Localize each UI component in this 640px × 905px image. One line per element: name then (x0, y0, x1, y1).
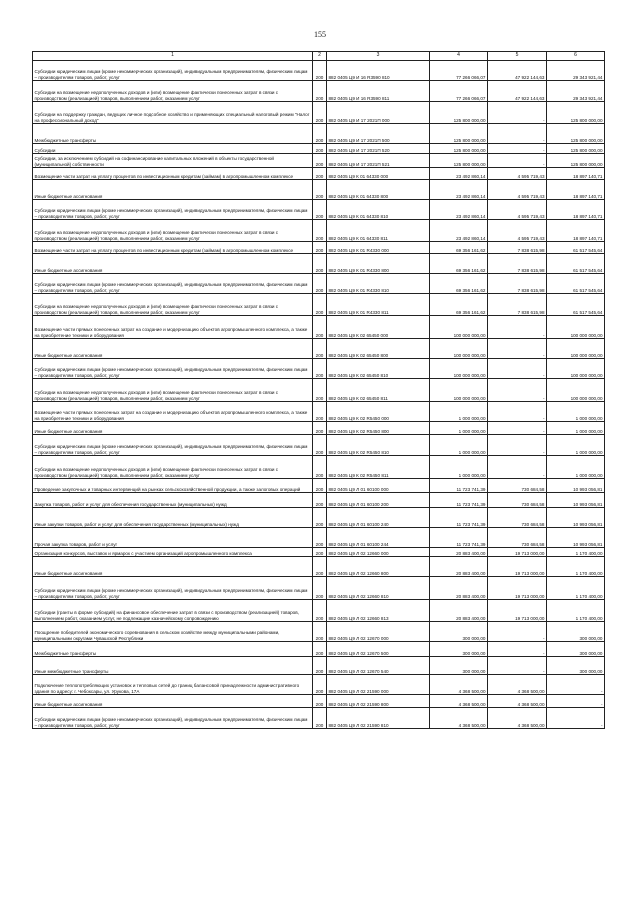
cell-executed: 4 595 719,43 (488, 168, 547, 180)
cell-line-code: 200 (313, 577, 327, 600)
cell-name: Прочая закупка товаров, работ и услуг (33, 528, 313, 548)
cell-line-code: 200 (313, 456, 327, 479)
cell-budget-code: 882 0405 Ц9 К 01 64330 000 (327, 168, 430, 180)
cell-unexecuted: 10 993 056,81 (547, 528, 605, 548)
table-row (33, 316, 605, 339)
cell-executed: 4 368 500,00 (488, 675, 547, 695)
cell-line-code: 200 (313, 657, 327, 675)
cell-budget-code: 882 0405 Ц9 И 17 2021П 521 (327, 154, 430, 168)
cell-approved: 20 883 400,00 (430, 548, 488, 557)
cell-line-code: 200 (313, 695, 327, 708)
cell-unexecuted: 125 800 000,00 (547, 154, 605, 168)
cell-executed: - (488, 144, 547, 154)
cell-approved: 300 000,00 (430, 657, 488, 675)
cell-budget-code: 882 0405 Ц9 И 17 2021П 000 (327, 102, 430, 124)
cell-budget-code: 882 0405 Ц9 Л 01 60100 240 (327, 508, 430, 528)
cell-budget-code: 882 0405 Ц9 К 01 R4330 811 (327, 294, 430, 316)
cell-name: Межбюджетные трансферты (33, 124, 313, 144)
table-row (33, 642, 605, 657)
cell-line-code: 200 (313, 422, 327, 435)
cell-name: Субсидии юридическим лицам (кроме некоммерческих организаций), индивидуальным предпринимателям, физическим лицам – производителям товаров, работ, услуг (33, 61, 313, 81)
cell-unexecuted: 125 800 000,00 (547, 102, 605, 124)
cell-name: Иные закупки товаров, работ и услуг для обеспечения государственных (муниципальных) нужд (33, 508, 313, 528)
cell-executed: 19 713 000,00 (488, 557, 547, 577)
cell-line-code: 200 (313, 274, 327, 294)
cell-executed: - (488, 154, 547, 168)
header-col-3: 3 (327, 52, 430, 61)
cell-name: Возмещение части затрат на уплату процентов по инвестиционным кредитам (займам) в агропромышленном комплексе (33, 242, 313, 254)
cell-name: Возмещение части прямых понесенных затрат на создание и модернизацию объектов агропромышленного комплекса, а также на приобретение техники и оборудования (33, 402, 313, 422)
cell-budget-code: 882 0405 Ц9 К 01 64330 810 (327, 200, 430, 220)
table-row (33, 339, 605, 359)
cell-name: Межбюджетные трансферты (33, 642, 313, 657)
cell-approved: 11 723 741,39 (430, 508, 488, 528)
table-row (33, 622, 605, 642)
cell-approved: 1 000 000,00 (430, 402, 488, 422)
cell-line-code: 200 (313, 435, 327, 456)
cell-line-code: 200 (313, 102, 327, 124)
cell-line-code: 200 (313, 180, 327, 200)
cell-budget-code: 882 0405 Ц9 Л 02 12670 000 (327, 622, 430, 642)
cell-approved: 1 000 000,00 (430, 456, 488, 479)
cell-executed: 19 713 000,00 (488, 600, 547, 622)
cell-budget-code: 882 0405 Ц9 К 02 65450 000 (327, 316, 430, 339)
cell-unexecuted: 125 800 000,00 (547, 124, 605, 144)
cell-approved: 20 883 400,00 (430, 600, 488, 622)
table-row (33, 695, 605, 708)
cell-unexecuted: 125 800 000,00 (547, 144, 605, 154)
table-row (33, 600, 605, 622)
table-row (33, 81, 605, 102)
cell-approved: 11 723 741,39 (430, 493, 488, 508)
cell-executed: 730 684,58 (488, 508, 547, 528)
cell-name: Субсидии юридическим лицам (кроме некоммерческих организаций), индивидуальным предпринимателям, физическим лицам – производителям товаров, работ, услуг (33, 435, 313, 456)
cell-budget-code: 882 0405 Ц9 К 02 65450 810 (327, 359, 430, 379)
cell-name: Иные бюджетные ассигнования (33, 339, 313, 359)
cell-unexecuted: - (547, 708, 605, 729)
cell-name: Возмещение части затрат на уплату процентов по инвестиционным кредитам (займам) в агропромышленном комплексе (33, 168, 313, 180)
cell-approved: 100 000 000,00 (430, 339, 488, 359)
cell-executed: 7 838 615,98 (488, 242, 547, 254)
cell-approved: 11 723 741,39 (430, 479, 488, 493)
cell-approved: 20 883 400,00 (430, 577, 488, 600)
header-col-5: 5 (488, 52, 547, 61)
cell-name: Иные бюджетные ассигнования (33, 254, 313, 274)
table-row (33, 435, 605, 456)
cell-line-code: 200 (313, 144, 327, 154)
cell-executed: - (488, 402, 547, 422)
cell-executed: - (488, 622, 547, 642)
table-row (33, 61, 605, 81)
cell-line-code: 200 (313, 168, 327, 180)
cell-unexecuted: 100 000 000,00 (547, 316, 605, 339)
cell-line-code: 200 (313, 508, 327, 528)
table-row (33, 359, 605, 379)
table-row (33, 154, 605, 168)
cell-budget-code: 882 0405 Ц9 Л 02 21590 810 (327, 708, 430, 729)
cell-approved: 23 492 860,14 (430, 220, 488, 242)
table-row (33, 144, 605, 154)
header-col-6: 6 (547, 52, 605, 61)
cell-approved: 69 356 161,62 (430, 242, 488, 254)
cell-executed: 730 684,58 (488, 493, 547, 508)
cell-unexecuted: 300 000,00 (547, 657, 605, 675)
cell-budget-code: 882 0405 Ц9 К 02 R5450 810 (327, 435, 430, 456)
cell-approved: 300 000,00 (430, 622, 488, 642)
cell-executed: - (488, 456, 547, 479)
table-row (33, 200, 605, 220)
cell-unexecuted: - (547, 675, 605, 695)
cell-name: Иные межбюджетные трансферты (33, 657, 313, 675)
cell-unexecuted: 100 000 000,00 (547, 339, 605, 359)
cell-name: Подключение теплопотребляющих установок и тепловых сетей до границ балансовой принадлежности административного здания по адресу: г. Чебоксары, ул. Урукова, 17А (33, 675, 313, 695)
cell-executed: - (488, 102, 547, 124)
cell-line-code: 200 (313, 675, 327, 695)
cell-unexecuted: 18 897 140,71 (547, 168, 605, 180)
table-row (33, 548, 605, 557)
cell-name: Иные бюджетные ассигнования (33, 422, 313, 435)
table-body (33, 61, 605, 729)
cell-line-code: 200 (313, 548, 327, 557)
table-row (33, 708, 605, 729)
cell-approved: 11 723 741,39 (430, 528, 488, 548)
cell-executed: 4 368 500,00 (488, 708, 547, 729)
cell-line-code: 200 (313, 254, 327, 274)
cell-budget-code: 882 0405 Ц9 И 17 2021П 520 (327, 144, 430, 154)
cell-unexecuted: 1 170 400,00 (547, 548, 605, 557)
cell-budget-code: 882 0405 Ц9 К 01 R4330 000 (327, 242, 430, 254)
cell-line-code: 200 (313, 81, 327, 102)
cell-executed: 7 838 615,98 (488, 254, 547, 274)
cell-approved: 100 000 000,00 (430, 359, 488, 379)
cell-approved: 23 492 860,14 (430, 180, 488, 200)
header-col-1: 1 (33, 52, 313, 61)
cell-line-code: 200 (313, 220, 327, 242)
cell-approved: 77 266 066,07 (430, 61, 488, 81)
cell-approved: 125 800 000,00 (430, 102, 488, 124)
table-row (33, 479, 605, 493)
table-row (33, 168, 605, 180)
cell-unexecuted: 300 000,00 (547, 642, 605, 657)
cell-name: Субсидии на поддержку граждан, ведущих личное подсобное хозяйство и применяющих специальный налоговый режим "Налог на профессиональный доход" (33, 102, 313, 124)
cell-budget-code: 882 0405 Ц9 К 01 R4330 800 (327, 254, 430, 274)
table-row (33, 402, 605, 422)
table-row (33, 102, 605, 124)
cell-executed: 730 684,58 (488, 528, 547, 548)
cell-name: Субсидии на возмещение недополученных доходов и (или) возмещение фактически понесенных затрат в связи с производством (реализацией) товаров, выполнением работ, оказанием услуг (33, 220, 313, 242)
cell-budget-code: 882 0405 Ц9 К 02 65450 811 (327, 379, 430, 402)
table-row (33, 508, 605, 528)
cell-approved: 4 368 500,00 (430, 708, 488, 729)
cell-unexecuted: 61 517 545,64 (547, 242, 605, 254)
cell-line-code: 200 (313, 642, 327, 657)
cell-line-code: 200 (313, 600, 327, 622)
table-row (33, 274, 605, 294)
cell-executed: - (488, 339, 547, 359)
cell-approved: 23 492 860,14 (430, 168, 488, 180)
cell-name: Субсидии юридическим лицам (кроме некоммерческих организаций), индивидуальным предпринимателям, физическим лицам – производителям товаров, работ, услуг (33, 577, 313, 600)
table-row (33, 528, 605, 548)
cell-executed: 730 684,58 (488, 479, 547, 493)
cell-budget-code: 882 0405 Ц9 Л 02 12660 000 (327, 548, 430, 557)
cell-budget-code: 882 0405 Ц9 К 01 R4330 810 (327, 274, 430, 294)
cell-name: Закупка товаров, работ и услуг для обеспечения государственных (муниципальных) нужд (33, 493, 313, 508)
cell-unexecuted: 10 993 056,81 (547, 493, 605, 508)
cell-approved: 77 266 066,07 (430, 81, 488, 102)
cell-unexecuted: 18 897 140,71 (547, 220, 605, 242)
cell-line-code: 200 (313, 379, 327, 402)
cell-line-code: 200 (313, 242, 327, 254)
cell-line-code: 200 (313, 479, 327, 493)
table-row (33, 675, 605, 695)
page-number: 155 (314, 30, 326, 39)
cell-unexecuted: 61 517 545,64 (547, 294, 605, 316)
cell-line-code: 200 (313, 61, 327, 81)
table-row (33, 294, 605, 316)
cell-name: Субсидии юридическим лицам (кроме некоммерческих организаций), индивидуальным предпринимателям, физическим лицам – производителям товаров, работ, услуг (33, 274, 313, 294)
cell-budget-code: 882 0405 Ц9 И 16 R3590 811 (327, 81, 430, 102)
cell-name: Субсидии на возмещение недополученных доходов и (или) возмещение фактически понесенных затрат в связи с производством (реализацией) товаров, выполнением работ, оказанием услуг (33, 81, 313, 102)
cell-unexecuted: 61 517 545,64 (547, 254, 605, 274)
cell-executed: - (488, 379, 547, 402)
cell-executed: - (488, 422, 547, 435)
cell-budget-code: 882 0405 Ц9 Л 01 60100 000 (327, 479, 430, 493)
cell-unexecuted: 1 170 400,00 (547, 577, 605, 600)
cell-executed: 4 595 719,43 (488, 180, 547, 200)
cell-line-code: 200 (313, 200, 327, 220)
table-row (33, 493, 605, 508)
cell-approved: 4 368 500,00 (430, 695, 488, 708)
cell-unexecuted: 29 343 921,44 (547, 61, 605, 81)
cell-approved: 100 000 000,00 (430, 316, 488, 339)
cell-approved: 1 000 000,00 (430, 422, 488, 435)
cell-executed: - (488, 316, 547, 339)
cell-executed: - (488, 359, 547, 379)
cell-executed: - (488, 642, 547, 657)
cell-budget-code: 882 0405 Ц9 Л 02 12660 813 (327, 600, 430, 622)
cell-budget-code: 882 0405 Ц9 Л 02 12670 500 (327, 642, 430, 657)
cell-line-code: 200 (313, 708, 327, 729)
cell-approved: 4 368 500,00 (430, 675, 488, 695)
cell-approved: 100 000 000,00 (430, 379, 488, 402)
cell-executed: - (488, 435, 547, 456)
cell-executed: 7 838 615,98 (488, 274, 547, 294)
cell-executed: 4 595 719,43 (488, 220, 547, 242)
cell-unexecuted: 300 000,00 (547, 622, 605, 642)
cell-unexecuted: 10 993 056,81 (547, 508, 605, 528)
cell-unexecuted: 61 517 545,64 (547, 274, 605, 294)
cell-name: Иные бюджетные ассигнования (33, 180, 313, 200)
cell-name: Иные бюджетные ассигнования (33, 695, 313, 708)
cell-name: Субсидии юридическим лицам (кроме некоммерческих организаций), индивидуальным предпринимателям, физическим лицам – производителям товаров, работ, услуг (33, 200, 313, 220)
cell-budget-code: 882 0405 Ц9 И 17 2021П 500 (327, 124, 430, 144)
cell-unexecuted: 1 000 000,00 (547, 422, 605, 435)
cell-unexecuted: 18 897 140,71 (547, 200, 605, 220)
cell-executed: 19 713 000,00 (488, 577, 547, 600)
cell-unexecuted: 100 000 000,00 (547, 379, 605, 402)
cell-budget-code: 882 0405 Ц9 К 02 R5450 800 (327, 422, 430, 435)
cell-name: Проведение закупочных и товарных интервенций на рынках сельскохозяйственной продукции, а также залоговых операций (33, 479, 313, 493)
cell-budget-code: 882 0405 Ц9 К 01 64330 800 (327, 180, 430, 200)
cell-approved: 69 356 161,62 (430, 294, 488, 316)
table-row (33, 379, 605, 402)
cell-budget-code: 882 0405 Ц9 Л 02 12660 800 (327, 557, 430, 577)
cell-line-code: 200 (313, 402, 327, 422)
cell-name: Субсидии на возмещение недополученных доходов и (или) возмещение фактически понесенных затрат в связи с производством (реализацией) товаров, выполнением работ, оказанием услуг (33, 294, 313, 316)
table-row (33, 254, 605, 274)
cell-executed: - (488, 124, 547, 144)
table-row (33, 557, 605, 577)
cell-budget-code: 882 0405 Ц9 Л 02 21590 800 (327, 695, 430, 708)
cell-approved: 300 000,00 (430, 642, 488, 657)
cell-name: Субсидии (33, 144, 313, 154)
cell-unexecuted: 1 000 000,00 (547, 402, 605, 422)
cell-line-code: 200 (313, 528, 327, 548)
cell-line-code: 200 (313, 316, 327, 339)
cell-executed: 19 713 000,00 (488, 548, 547, 557)
table-row (33, 180, 605, 200)
cell-approved: 125 800 000,00 (430, 144, 488, 154)
cell-unexecuted: 10 993 056,81 (547, 479, 605, 493)
table-row (33, 124, 605, 144)
cell-unexecuted: 29 343 921,44 (547, 81, 605, 102)
cell-line-code: 200 (313, 493, 327, 508)
table-row (33, 220, 605, 242)
header-col-2: 2 (313, 52, 327, 61)
cell-line-code: 200 (313, 622, 327, 642)
cell-line-code: 200 (313, 124, 327, 144)
cell-approved: 1 000 000,00 (430, 435, 488, 456)
cell-budget-code: 882 0405 Ц9 К 01 64330 811 (327, 220, 430, 242)
table-row (33, 242, 605, 254)
cell-budget-code: 882 0405 Ц9 Л 02 21590 000 (327, 675, 430, 695)
cell-line-code: 200 (313, 359, 327, 379)
cell-name: Возмещение части прямых понесенных затрат на создание и модернизацию объектов агропромышленного комплекса, а также на приобретение техники и оборудования (33, 316, 313, 339)
cell-budget-code: 882 0405 Ц9 К 02 R5450 811 (327, 456, 430, 479)
cell-executed: 47 922 144,63 (488, 61, 547, 81)
cell-approved: 125 800 000,00 (430, 124, 488, 144)
cell-budget-code: 882 0405 Ц9 К 02 65450 800 (327, 339, 430, 359)
cell-unexecuted: 1 170 400,00 (547, 600, 605, 622)
cell-name: Иные бюджетные ассигнования (33, 557, 313, 577)
cell-unexecuted: 1 170 400,00 (547, 557, 605, 577)
cell-approved: 69 356 161,62 (430, 254, 488, 274)
cell-approved: 23 492 860,14 (430, 200, 488, 220)
cell-executed: 47 922 144,63 (488, 81, 547, 102)
cell-executed: - (488, 657, 547, 675)
header-row (33, 52, 605, 61)
cell-line-code: 200 (313, 339, 327, 359)
cell-unexecuted: - (547, 695, 605, 708)
table-row (33, 577, 605, 600)
cell-name: Организация конкурсов, выставок и ярмарок с участием организаций агропромышленного комплекса (33, 548, 313, 557)
cell-unexecuted: 18 897 140,71 (547, 180, 605, 200)
cell-line-code: 200 (313, 294, 327, 316)
cell-budget-code: 882 0405 Ц9 Л 01 60100 200 (327, 493, 430, 508)
cell-budget-code: 882 0405 Ц9 Л 02 12660 810 (327, 577, 430, 600)
table-row (33, 657, 605, 675)
cell-unexecuted: 100 000 000,00 (547, 359, 605, 379)
cell-name: Субсидии, за исключением субсидий на софинансирование капитальных вложений в объекты государственной (муниципальной) собственности (33, 154, 313, 168)
budget-table (32, 51, 605, 729)
cell-budget-code: 882 0405 Ц9 И 16 R3590 810 (327, 61, 430, 81)
cell-approved: 69 356 161,62 (430, 274, 488, 294)
cell-budget-code: 882 0405 Ц9 Л 02 12670 540 (327, 657, 430, 675)
table-row (33, 422, 605, 435)
cell-approved: 125 800 000,00 (430, 154, 488, 168)
cell-name: Субсидии на возмещение недополученных доходов и (или) возмещение фактически понесенных затрат в связи с производством (реализацией) товаров, выполнением работ, оказанием услуг (33, 456, 313, 479)
cell-name: Поощрение победителей экономического соревнования в сельском хозяйстве между муниципальными районами, муниципальными округами Чувашской Республики (33, 622, 313, 642)
cell-line-code: 200 (313, 557, 327, 577)
cell-approved: 20 883 400,00 (430, 557, 488, 577)
cell-name: Субсидии юридическим лицам (кроме некоммерческих организаций), индивидуальным предпринимателям, физическим лицам – производителям товаров, работ, услуг (33, 708, 313, 729)
cell-executed: 7 838 615,98 (488, 294, 547, 316)
cell-executed: 4 368 500,00 (488, 695, 547, 708)
cell-unexecuted: 1 000 000,00 (547, 456, 605, 479)
cell-name: Субсидии на возмещение недополученных доходов и (или) возмещение фактически понесенных затрат в связи с производством (реализацией) товаров, выполнением работ, оказанием услуг (33, 379, 313, 402)
cell-unexecuted: 1 000 000,00 (547, 435, 605, 456)
cell-budget-code: 882 0405 Ц9 Л 01 60100 244 (327, 528, 430, 548)
cell-name: Субсидии юридическим лицам (кроме некоммерческих организаций), индивидуальным предпринимателям, физическим лицам – производителям товаров, работ, услуг (33, 359, 313, 379)
cell-budget-code: 882 0405 Ц9 К 02 R5450 000 (327, 402, 430, 422)
table-row (33, 456, 605, 479)
header-col-4: 4 (430, 52, 488, 61)
cell-executed: 4 595 719,43 (488, 200, 547, 220)
cell-line-code: 200 (313, 154, 327, 168)
cell-name: Субсидии (гранты в форме субсидий) на финансовое обеспечение затрат в связи с производством (реализацией) товаров, выполнением работ, оказанием услуг, не подлежащие казначейскому сопровождению (33, 600, 313, 622)
